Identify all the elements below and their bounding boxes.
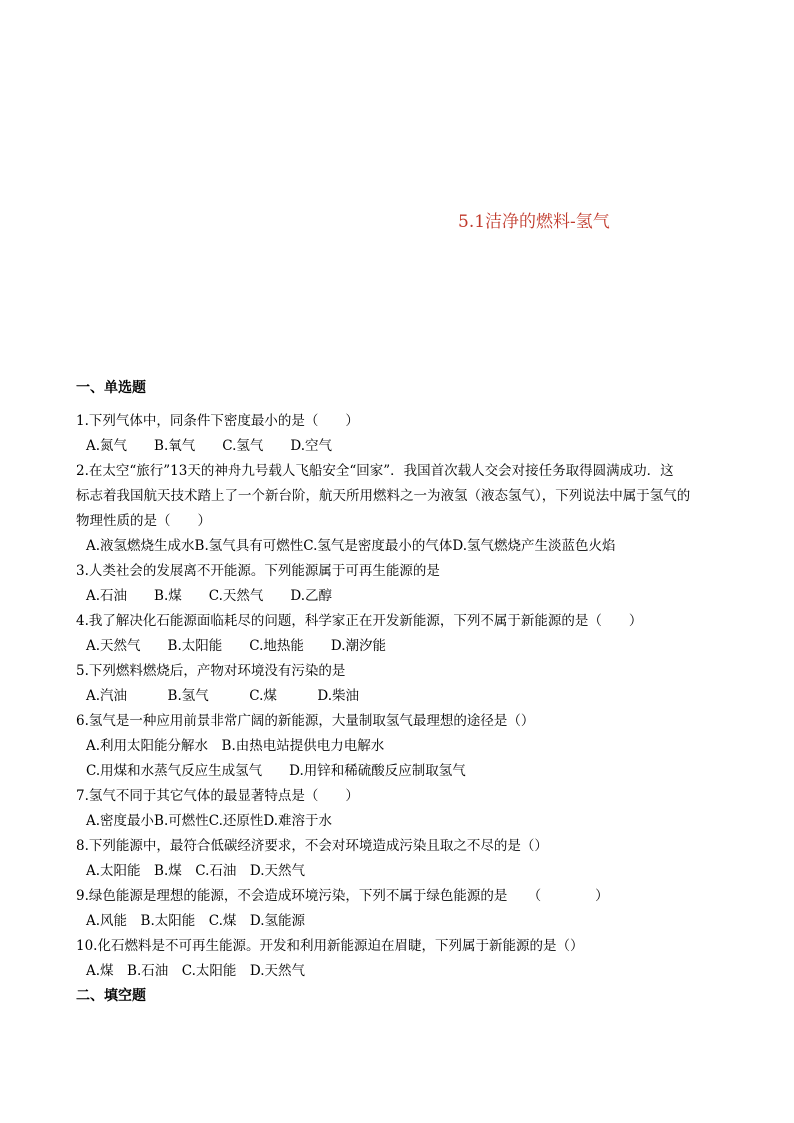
section-heading-single-choice: 一、单选题	[76, 380, 146, 396]
question-9-options: A.风能 B.太阳能 C.煤 D.氢能源	[86, 913, 306, 929]
question-4-stem: 4.我了解决化石能源面临耗尽的问题，科学家正在开发新能源，下列不属于新能源的是（ ）	[76, 613, 643, 629]
question-6-options-row-1: A.利用太阳能分解水 B.由热电站提供电力电解水	[86, 738, 385, 754]
question-9-stem: 9.绿色能源是理想的能源，不会造成环境污染，下列不属于绿色能源的是 （ ）	[76, 888, 609, 904]
question-6-stem: 6.氢气是一种应用前景非常广阔的新能源，大量制取氢气最理想的途径是（）	[76, 713, 535, 729]
question-4-options: A.天然气 B.太阳能 C.地热能 D.潮汐能	[86, 638, 387, 654]
question-7-options: A.密度最小B.可燃性C.还原性D.难溶于水	[86, 813, 333, 829]
question-2-stem-line-1: 2.在太空“旅行”13天的神舟九号载人飞船安全“回家”．我国首次载人交会对接任务取得圆满成功．这	[76, 463, 674, 479]
question-1-stem: 1.下列气体中，同条件下密度最小的是（ ）	[76, 413, 359, 429]
question-8-stem: 8.下列能源中，最符合低碳经济要求，不会对环境造成污染且取之不尽的是（）	[76, 838, 548, 854]
question-2-stem-line-3: 物理性质的是（ ）	[76, 513, 211, 529]
question-3-stem: 3.人类社会的发展离不开能源。下列能源属于可再生能源的是	[76, 563, 440, 579]
question-10-stem: 10.化石燃料是不可再生能源。开发和利用新能源迫在眉睫，下列属于新能源的是（）	[76, 938, 584, 954]
question-8-options: A.太阳能 B.煤 C.石油 D.天然气	[86, 863, 306, 879]
question-10-options: A.煤 B.石油 C.太阳能 D.天然气	[86, 963, 306, 979]
question-3-options: A.石油 B.煤 C.天然气 D.乙醇	[86, 588, 333, 604]
question-2-stem-line-2: 标志着我国航天技术踏上了一个新台阶，航天所用燃料之一为液氢（液态氢气），下列说法中属于氢气的	[76, 488, 691, 504]
question-7-stem: 7.氢气不同于其它气体的最显著特点是（ ）	[76, 788, 359, 804]
page-title: 5.1洁净的燃料-氢气	[458, 212, 610, 232]
question-5-options: A.汽油 B.氢气 C.煤 D.柴油	[86, 688, 360, 704]
question-5-stem: 5.下列燃料燃烧后，产物对环境没有污染的是	[76, 663, 346, 679]
question-2-options: A.液氢燃烧生成水B.氢气具有可燃性C.氢气是密度最小的气体D.氢气燃烧产生淡蓝色火焰	[86, 538, 616, 554]
section-heading-fill-in: 二、填空题	[76, 988, 146, 1004]
question-6-options-row-2: C.用煤和水蒸气反应生成氢气 D.用锌和稀硫酸反应制取氢气	[86, 763, 466, 779]
question-1-options: A.氮气 B.氧气 C.氢气 D.空气	[86, 438, 333, 454]
